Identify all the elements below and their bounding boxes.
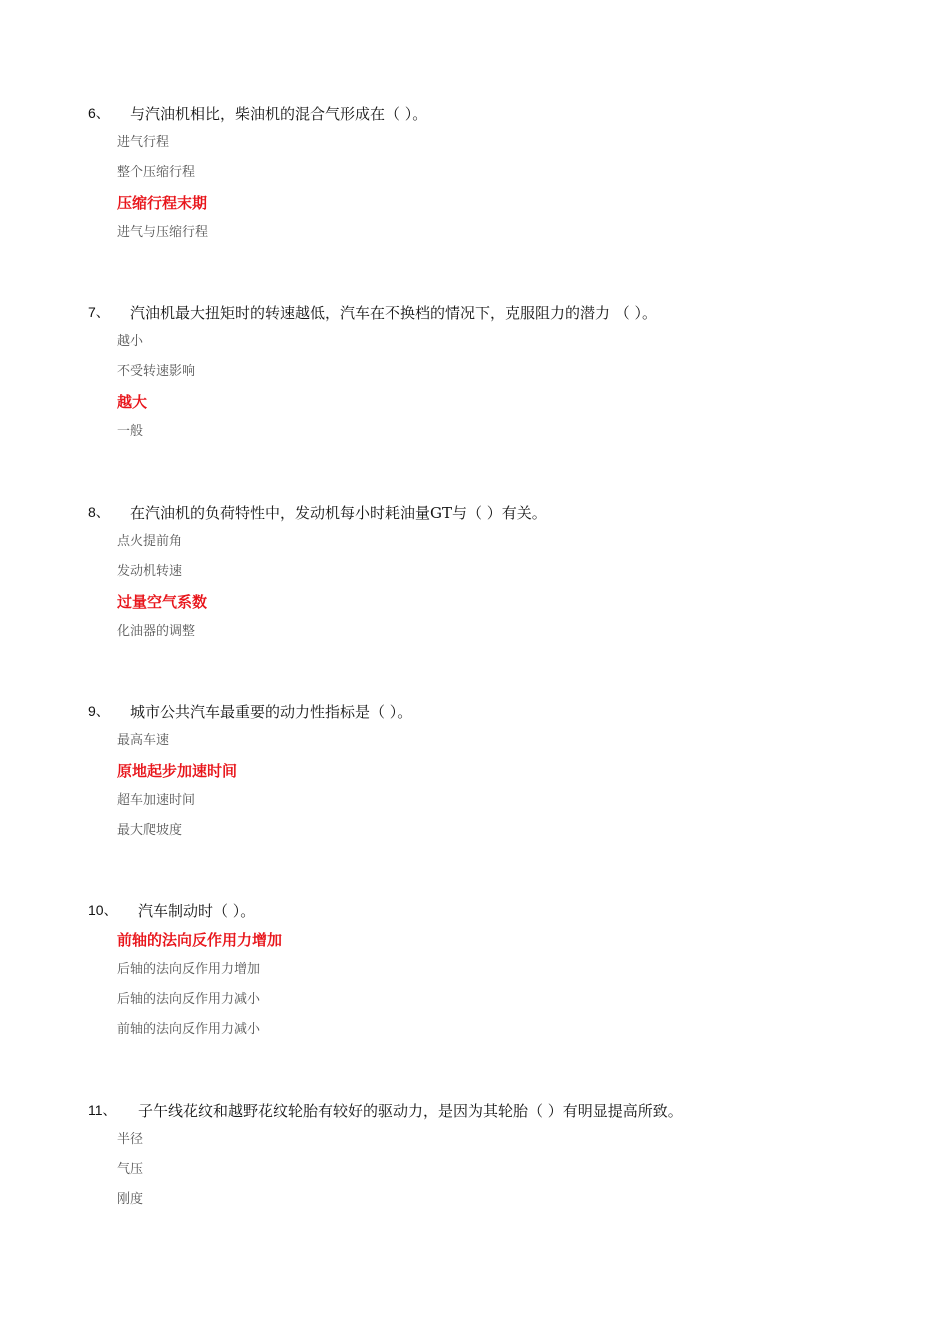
option-c-correct-answer: 越大	[117, 393, 148, 411]
option-b: 整个压缩行程	[117, 165, 196, 180]
option-list	[88, 1125, 908, 1215]
question-number: 7、	[88, 304, 110, 320]
option-b: 后轴的法向反作用力增加	[117, 962, 261, 977]
option-list	[88, 327, 908, 447]
option-b-correct-answer: 原地起步加速时间	[117, 762, 238, 780]
question-text: 在汽油机的负荷特性中，发动机每小时耗油量GT与（ ）有关。	[130, 503, 547, 522]
question-9	[88, 696, 908, 846]
question-number: 9、	[88, 703, 110, 719]
option-c: 超车加速时间	[117, 793, 196, 808]
question-number: 11、	[88, 1102, 117, 1118]
option-d: 一般	[117, 424, 144, 439]
question-6	[88, 98, 908, 248]
option-d: 最大爬坡度	[117, 823, 183, 838]
option-c-correct-answer: 过量空气系数	[117, 593, 208, 611]
option-b: 发动机转速	[117, 564, 183, 579]
question-10	[88, 895, 908, 1045]
question-header	[88, 1095, 908, 1125]
question-header	[88, 696, 908, 726]
option-a: 半径	[117, 1132, 144, 1147]
question-number: 10、	[88, 902, 118, 918]
option-d: 前轴的法向反作用力减小	[117, 1022, 261, 1037]
option-a: 点火提前角	[117, 534, 183, 549]
question-header	[88, 497, 908, 527]
option-c: 后轴的法向反作用力减小	[117, 992, 261, 1007]
option-a: 进气行程	[117, 135, 170, 150]
question-number: 6、	[88, 105, 110, 121]
question-8	[88, 497, 908, 647]
option-a-correct-answer: 前轴的法向反作用力增加	[117, 931, 283, 949]
question-text: 城市公共汽车最重要的动力性指标是（ ）。	[130, 702, 413, 721]
question-header	[88, 297, 908, 327]
question-header	[88, 895, 908, 925]
question-text: 子午线花纹和越野花纹轮胎有较好的驱动力，是因为其轮胎（ ）有明显提高所致。	[138, 1101, 683, 1120]
question-11	[88, 1095, 908, 1215]
question-text: 汽车制动时（ ）。	[138, 901, 256, 920]
option-c-correct-answer: 压缩行程末期	[117, 194, 208, 212]
question-text: 汽油机最大扭矩时的转速越低，汽车在不换档的情况下，克服阻力的潜力 （ ）。	[130, 303, 658, 322]
option-a: 最高车速	[117, 733, 170, 748]
option-list	[88, 527, 908, 647]
option-d: 化油器的调整	[117, 624, 196, 639]
option-list	[88, 925, 908, 1045]
option-c: 刚度	[117, 1192, 144, 1207]
option-d: 进气与压缩行程	[117, 225, 209, 240]
question-7	[88, 297, 908, 447]
question-number: 8、	[88, 504, 110, 520]
question-header	[88, 98, 908, 128]
option-b: 不受转速影响	[117, 364, 196, 379]
option-list	[88, 726, 908, 846]
option-b: 气压	[117, 1162, 144, 1177]
option-list	[88, 128, 908, 248]
option-a: 越小	[117, 334, 144, 349]
question-text: 与汽油机相比，柴油机的混合气形成在（ ）。	[130, 104, 428, 123]
